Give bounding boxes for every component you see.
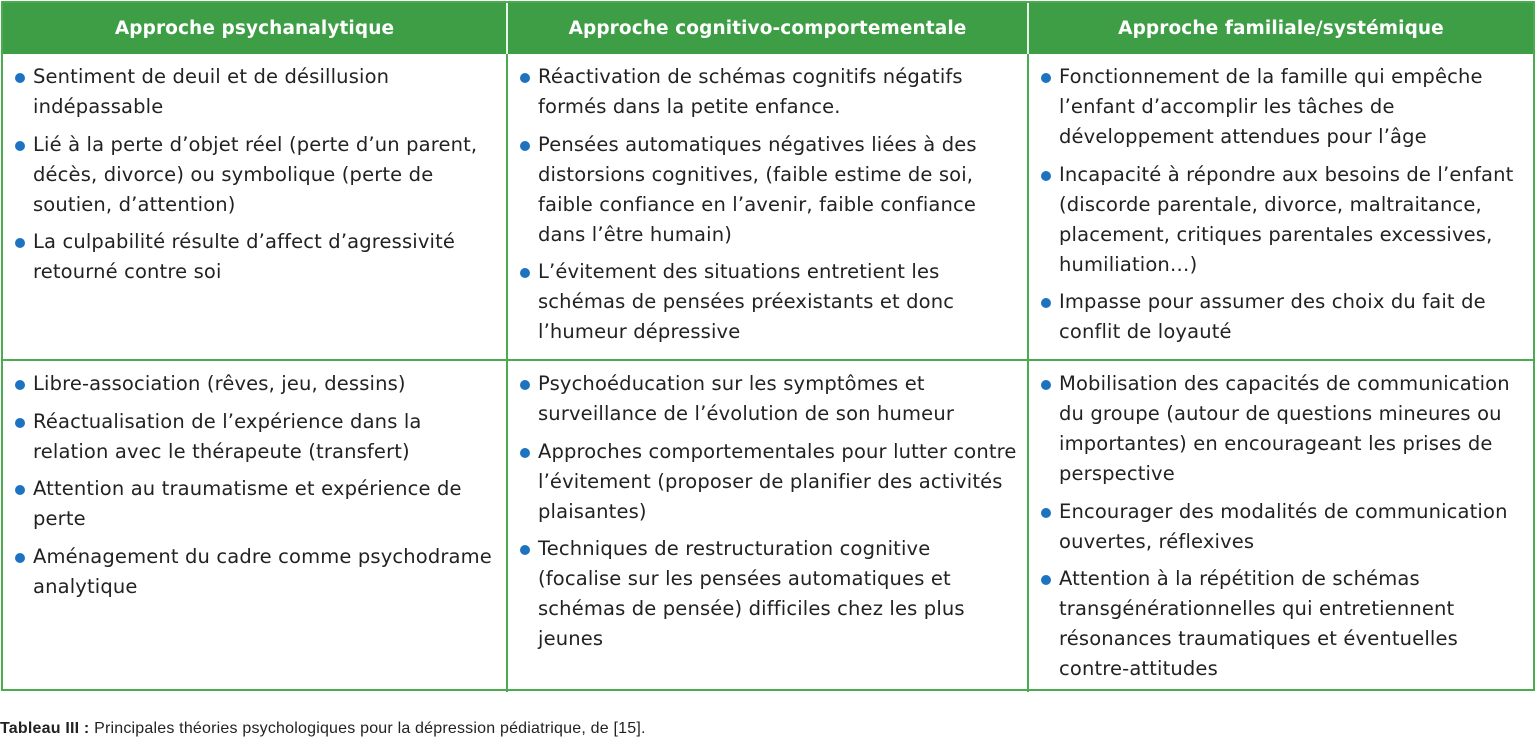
- list-item: Attention à la répétition de schémas transgénérationnelles qui entretiennent résonances traumatiques et éventuelles contre-attitudes: [1039, 564, 1525, 684]
- list-item: Aménagement du cadre comme psychodrame analytique: [13, 542, 498, 602]
- bullet-icon: [15, 141, 25, 151]
- bullet-icon: [520, 268, 530, 278]
- caption-label: Tableau III :: [0, 720, 90, 737]
- bullet-icon: [15, 418, 25, 428]
- bullet-icon: [520, 380, 530, 390]
- cell-r1-c3: [1029, 54, 1533, 359]
- bullet-icon: [15, 73, 25, 83]
- bullet-icon: [1041, 380, 1051, 390]
- list-item: L’évitement des situations entretient les schémas de pensées préexistants et donc l’humeur dépressive: [518, 257, 1019, 347]
- header-familiale-systemique: Approche familiale/systémique: [1029, 3, 1533, 54]
- header-psychanalytique: Approche psychanalytique: [3, 3, 508, 54]
- list-item: Incapacité à répondre aux besoins de l’enfant (discorde parentale, divorce, maltraitance, placement, critiques parentales excessives, humiliation…): [1039, 160, 1525, 280]
- list-item: Impasse pour assumer des choix du fait de conflit de loyauté: [1039, 287, 1525, 347]
- cell-r2-c2: [508, 359, 1029, 692]
- list-item: Réactivation de schémas cognitifs négatifs formés dans la petite enfance.: [518, 62, 1019, 122]
- bullet-icon: [1041, 73, 1051, 83]
- list-item: Libre-association (rêves, jeu, dessins): [13, 369, 498, 399]
- list-item: Attention au traumatisme et expérience de perte: [13, 474, 498, 534]
- list-item: Lié à la perte d’objet réel (perte d’un parent, décès, divorce) ou symbolique (perte de soutien, d’attention): [13, 130, 498, 220]
- bullet-icon: [15, 553, 25, 563]
- cell-r2-c1: [3, 359, 508, 692]
- bullet-icon: [520, 448, 530, 458]
- list-item: Mobilisation des capacités de communication du groupe (autour de questions mineures ou importantes) en encourageant les prises de perspective: [1039, 369, 1525, 489]
- list-item: Réactualisation de l’expérience dans la relation avec le thérapeute (transfert): [13, 407, 498, 467]
- list-item: Fonctionnement de la famille qui empêche l’enfant d’accomplir les tâches de développement attendues pour l’âge: [1039, 62, 1525, 152]
- theories-table: [1, 1, 1535, 691]
- table-caption: [0, 720, 646, 738]
- header-cognitivo-comportementale: Approche cognitivo-comportementale: [508, 3, 1029, 54]
- cell-r2-c3: [1029, 359, 1533, 692]
- bullet-icon: [1041, 171, 1051, 181]
- bullet-icon: [1041, 575, 1051, 585]
- bullet-icon: [15, 485, 25, 495]
- bullet-icon: [520, 73, 530, 83]
- bullet-icon: [1041, 298, 1051, 308]
- bullet-icon: [15, 380, 25, 390]
- bullet-icon: [1041, 508, 1051, 518]
- cell-r1-c1: [3, 54, 508, 359]
- bullet-icon: [520, 545, 530, 555]
- list-item: Pensées automatiques négatives liées à des distorsions cognitives, (faible estime de soi, faible confiance en l’avenir, faible confiance dans l’être humain): [518, 130, 1019, 250]
- bullet-icon: [15, 238, 25, 248]
- list-item: Sentiment de deuil et de désillusion indépassable: [13, 62, 498, 122]
- bullet-icon: [520, 141, 530, 151]
- list-item: La culpabilité résulte d’affect d’agressivité retourné contre soi: [13, 227, 498, 287]
- list-item: Encourager des modalités de communication ouvertes, réflexives: [1039, 497, 1525, 557]
- list-item: Psychoéducation sur les symptômes et surveillance de l’évolution de son humeur: [518, 369, 1019, 429]
- list-item: Techniques de restructuration cognitive (focalise sur les pensées automatiques et schémas de pensée) difficiles chez les plus jeunes: [518, 534, 1019, 654]
- caption-text: Principales théories psychologiques pour la dépression pédiatrique, de [15].: [89, 720, 646, 737]
- list-item: Approches comportementales pour lutter contre l’évitement (proposer de planifier des activités plaisantes): [518, 437, 1019, 527]
- cell-r1-c2: [508, 54, 1029, 359]
